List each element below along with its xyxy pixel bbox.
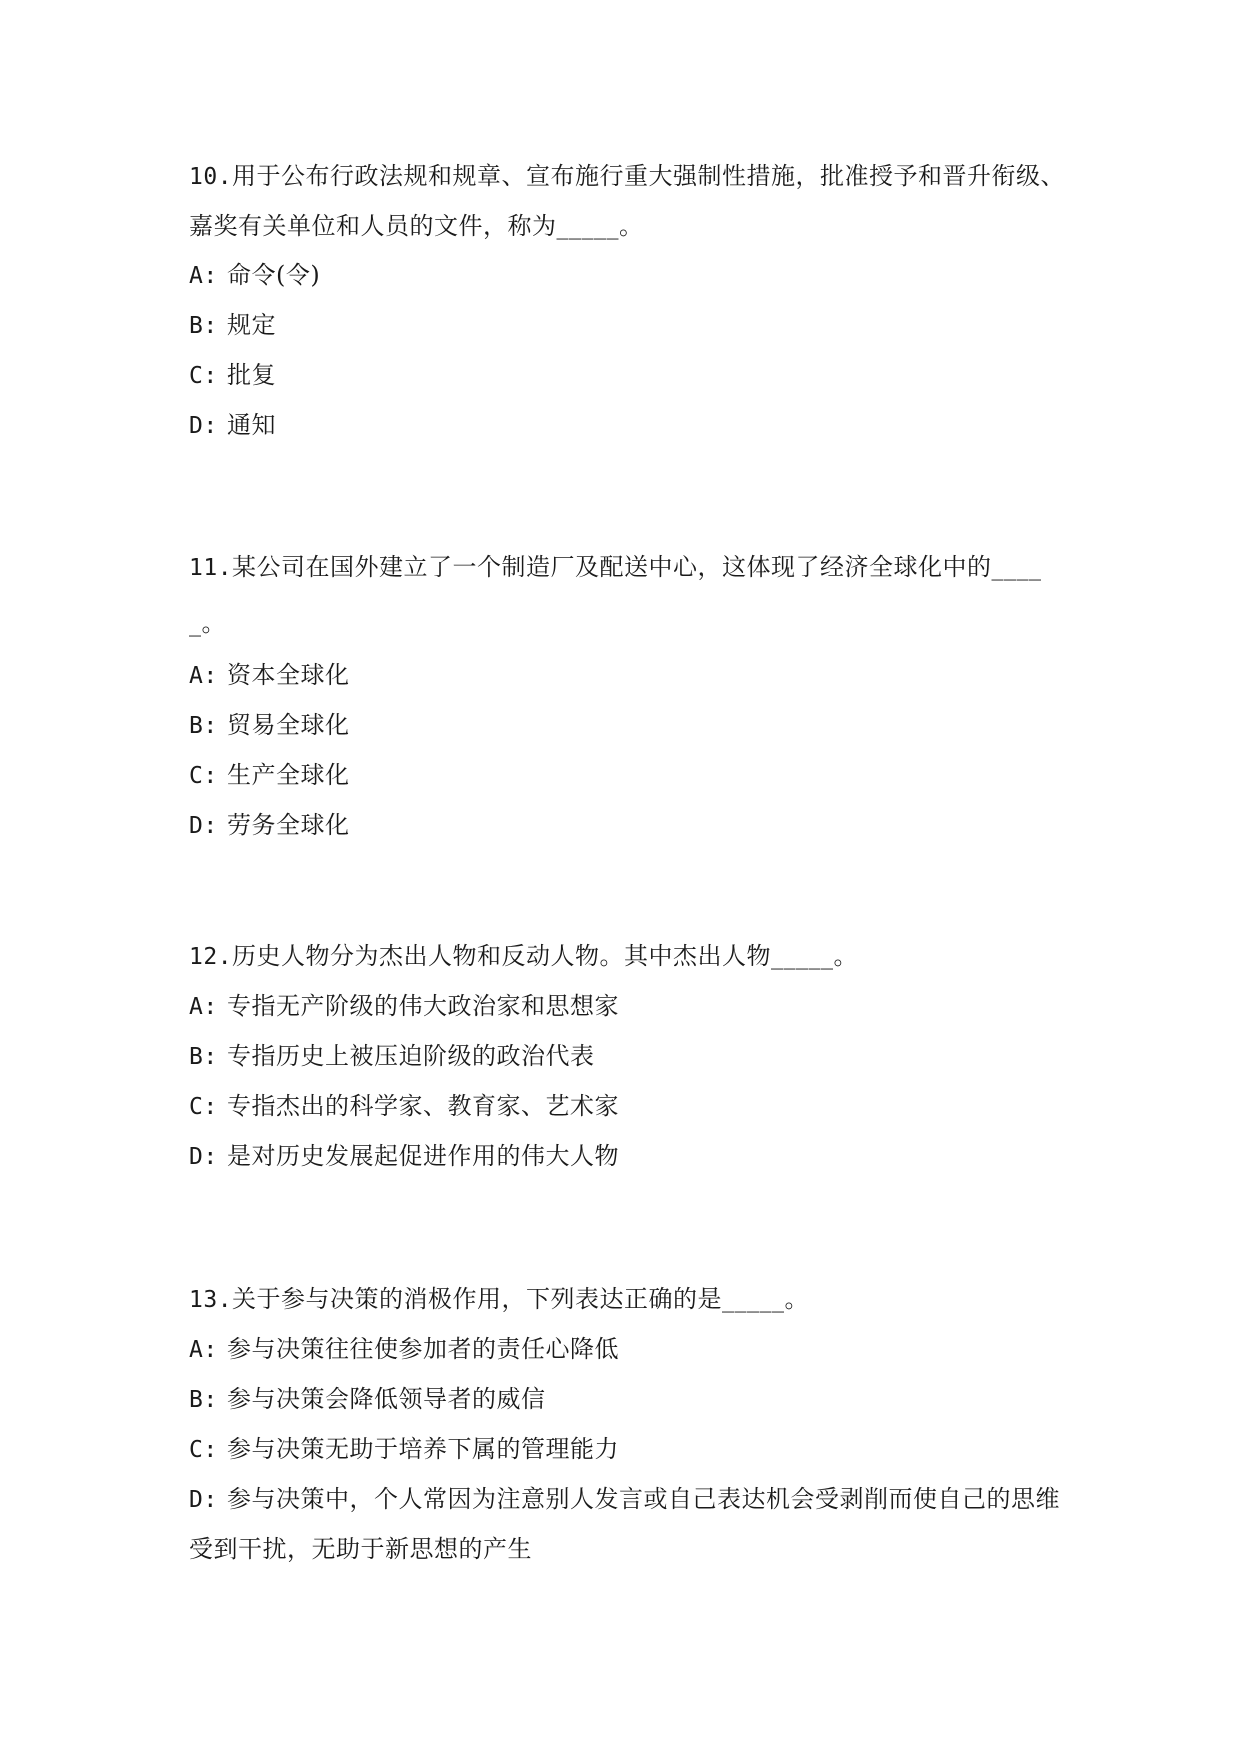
option-letter: D: xyxy=(189,813,218,839)
option-a xyxy=(189,1325,1069,1375)
option-text: 是对历史发展起促进作用的伟大人物 xyxy=(227,1142,619,1170)
option-letter: B: xyxy=(189,1387,218,1413)
option-letter: B: xyxy=(189,713,218,739)
option-letter: D: xyxy=(189,413,218,439)
option-letter: B: xyxy=(189,313,218,339)
option-text: 贸易全球化 xyxy=(227,711,350,739)
option-c xyxy=(189,751,1069,801)
option-text: 专指杰出的科学家、教育家、艺术家 xyxy=(227,1092,619,1120)
option-d xyxy=(189,1475,1069,1574)
option-letter: A: xyxy=(189,663,218,689)
question-11-stem xyxy=(189,540,1069,651)
option-text: 参与决策往往使参加者的责任心降低 xyxy=(227,1335,619,1363)
option-letter: C: xyxy=(189,1094,218,1120)
option-text: 参与决策无助于培养下属的管理能力 xyxy=(227,1435,619,1463)
question-number: 10. xyxy=(189,164,233,190)
option-text: 专指历史上被压迫阶级的政治代表 xyxy=(227,1042,595,1070)
option-letter: A: xyxy=(189,263,218,289)
option-d xyxy=(189,401,1069,451)
option-letter: D: xyxy=(189,1144,218,1170)
option-text: 规定 xyxy=(227,311,276,339)
option-letter: B: xyxy=(189,1044,218,1070)
option-text: 生产全球化 xyxy=(227,761,350,789)
option-text: 通知 xyxy=(227,411,276,439)
option-letter: D: xyxy=(189,1487,218,1513)
question-text: 用于公布行政法规和规章、宣布施行重大强制性措施，批准授予和晋升衔级、嘉奖有关单位和人员的文件，称为_____。 xyxy=(189,162,1066,240)
option-text: 参与决策中，个人常因为注意别人发言或自己表达机会受剥削而使自己的思维受到干扰，无助于新思想的产生 xyxy=(189,1485,1060,1563)
question-10-stem xyxy=(189,152,1069,251)
option-text: 劳务全球化 xyxy=(227,811,350,839)
question-number: 12. xyxy=(189,944,233,970)
option-d xyxy=(189,1132,1069,1182)
option-text: 命令(令) xyxy=(227,261,321,289)
question-number: 13. xyxy=(189,1287,233,1313)
question-12 xyxy=(189,932,1069,1182)
option-b xyxy=(189,1032,1069,1082)
option-c xyxy=(189,1425,1069,1475)
option-text: 参与决策会降低领导者的威信 xyxy=(227,1385,546,1413)
option-text: 专指无产阶级的伟大政治家和思想家 xyxy=(227,992,619,1020)
option-b xyxy=(189,701,1069,751)
question-10 xyxy=(189,152,1069,451)
question-text: 关于参与决策的消极作用，下列表达正确的是_____。 xyxy=(232,1285,810,1313)
option-text: 批复 xyxy=(227,361,276,389)
question-number: 11. xyxy=(189,555,233,581)
question-13-stem xyxy=(189,1275,1069,1325)
option-b xyxy=(189,301,1069,351)
option-letter: C: xyxy=(189,1437,218,1463)
option-letter: C: xyxy=(189,363,218,389)
option-d xyxy=(189,801,1069,851)
option-a xyxy=(189,251,1069,301)
option-letter: A: xyxy=(189,1337,218,1363)
option-a xyxy=(189,651,1069,701)
question-11 xyxy=(189,540,1069,851)
question-12-stem xyxy=(189,932,1069,982)
option-b xyxy=(189,1375,1069,1425)
option-text: 资本全球化 xyxy=(227,661,350,689)
option-a xyxy=(189,982,1069,1032)
question-text: 历史人物分为杰出人物和反动人物。其中杰出人物_____。 xyxy=(232,942,859,970)
option-letter: C: xyxy=(189,763,218,789)
option-letter: A: xyxy=(189,994,218,1020)
question-13 xyxy=(189,1275,1069,1574)
question-text: 某公司在国外建立了一个制造厂及配送中心，这体现了经济全球化中的_____。 xyxy=(189,553,1042,637)
option-c xyxy=(189,1082,1069,1132)
option-c xyxy=(189,351,1069,401)
